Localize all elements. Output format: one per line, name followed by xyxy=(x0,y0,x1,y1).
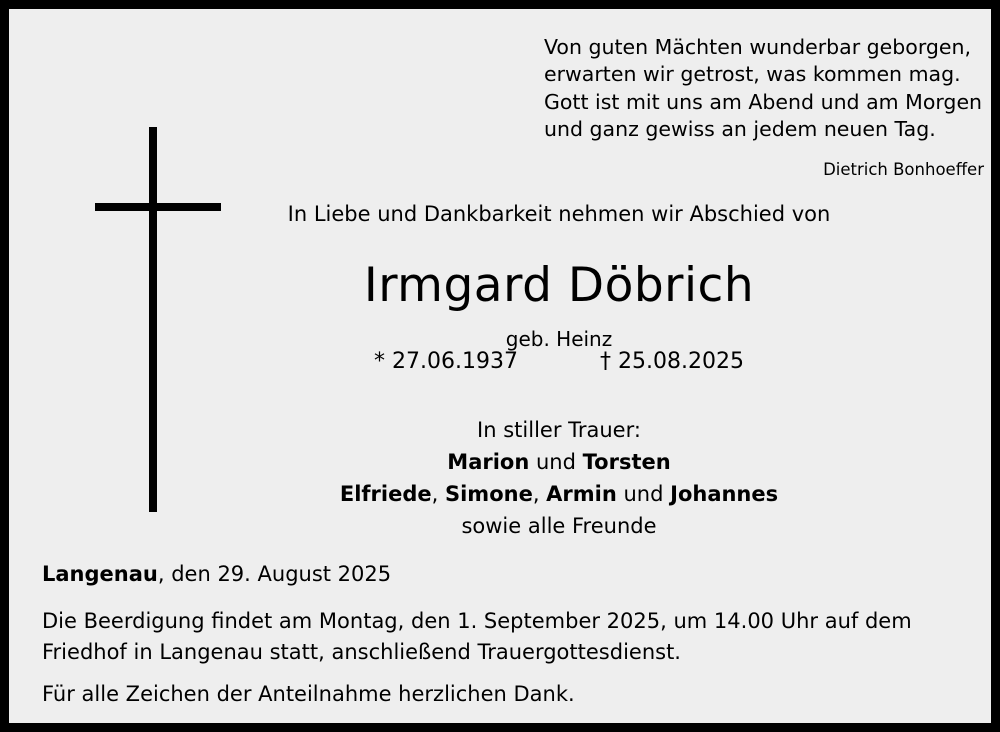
mourner-torsten: Torsten xyxy=(582,449,671,474)
mourner-johannes: Johannes xyxy=(670,481,779,506)
life-dates xyxy=(224,349,894,374)
mourner-marion: Marion xyxy=(447,449,530,474)
mourner-armin: Armin xyxy=(546,481,617,506)
mourner-simone: Simone xyxy=(444,481,533,506)
mourning-heading: In stiller Trauer: xyxy=(477,418,641,442)
funeral-line-1: Die Beerdigung findet am Montag, den 1. September 2025, um 14.00 Uhr auf dem xyxy=(42,609,912,633)
cross-vertical-bar xyxy=(149,127,157,512)
separator-1: , xyxy=(431,481,445,506)
place-and-date xyxy=(42,562,391,586)
memorial-poem xyxy=(544,34,984,143)
mourners-line-1 xyxy=(224,447,894,479)
conjunction-1: und xyxy=(529,449,583,474)
mourners-line-3: sowie alle Freunde xyxy=(461,513,657,538)
deceased-name: Irmgard Döbrich xyxy=(363,258,755,313)
christian-cross-icon xyxy=(95,127,221,512)
poem-line-3: Gott ist mit uns am Abend und am Morgen xyxy=(544,89,983,114)
poem-line-4: und ganz gewiss an jedem neuen Tag. xyxy=(544,116,936,141)
funeral-line-2: Friedhof in Langenau statt, anschließend Trauergottesdienst. xyxy=(42,639,681,664)
death-date: † 25.08.2025 xyxy=(600,349,744,374)
thanks-note: Für alle Zeichen der Anteilnahme herzlichen Dank. xyxy=(42,682,575,706)
conjunction-2: und xyxy=(616,481,671,506)
intro-text: In Liebe und Dankbarkeit nehmen wir Abschied von xyxy=(287,202,831,226)
poem-line-2: erwarten wir getrost, was kommen mag. xyxy=(544,62,961,87)
birth-date: * 27.06.1937 xyxy=(374,349,518,374)
place-date: , den 29. August 2025 xyxy=(157,562,392,586)
poem-author: Dietrich Bonhoeffer xyxy=(823,160,984,179)
mourner-elfriede: Elfriede xyxy=(339,481,432,506)
mourners-block xyxy=(224,415,894,543)
mourners-line-2 xyxy=(224,479,894,511)
separator-2: , xyxy=(532,481,547,506)
poem-line-1: Von guten Mächten wunderbar geborgen, xyxy=(544,35,972,59)
funeral-details xyxy=(42,606,982,668)
cross-horizontal-bar xyxy=(95,203,221,211)
deceased-maiden-name: geb. Heinz xyxy=(505,327,613,351)
place-name: Langenau xyxy=(42,562,158,586)
